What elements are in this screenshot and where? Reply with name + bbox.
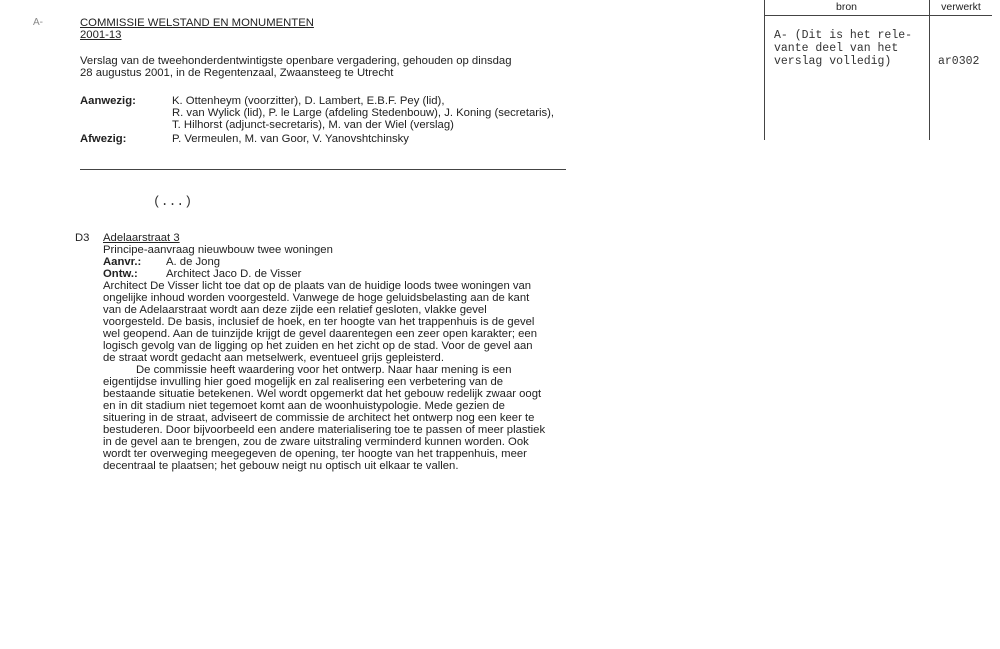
body-line: bestuderen. Door bijvoorbeeld een andere materialisering toe te passen of meer plastiek: [103, 424, 546, 436]
body-line: bestaande situatie betekenen. Wel wordt opgemerkt dat het gebouw redelijk zwaar oogt: [103, 388, 542, 400]
present-line: K. Ottenheym (voorzitter), D. Lambert, E.B.F. Pey (lid),: [172, 95, 445, 107]
designer: Architect Jaco D. de Visser: [166, 268, 302, 280]
ellipsis: (...): [153, 194, 193, 209]
document-number: 2001-13: [80, 29, 122, 41]
document-title: COMMISSIE WELSTAND EN MONUMENTEN: [80, 17, 314, 29]
margin-mark: A-: [33, 17, 43, 28]
designer-label: Ontw.:: [103, 268, 138, 280]
present-line: R. van Wylick (lid), P. le Large (afdeling Stedenbouw), J. Koning (secretaris),: [172, 107, 555, 119]
body-line: ongelijke inhoud worden voorgesteld. Vanwege de hoge geluidsbelasting aan de kant: [103, 292, 530, 304]
body-line: Architect De Visser licht toe dat op de plaats van de huidige loods twee woningen van: [103, 280, 532, 292]
intro-line: 28 augustus 2001, in de Regentenzaal, Zwaansteeg te Utrecht: [80, 67, 394, 79]
body-line: wordt ter overweging meegegeven de opening, ter hoogte van het trappenhuis, meer: [103, 448, 527, 460]
item-address: Adelaarstraat 3: [103, 232, 180, 244]
applicant: A. de Jong: [166, 256, 221, 268]
body-line: logisch gevolg van de ligging op het zuiden en het zicht op de stad. Voor de gevel aan: [103, 340, 533, 352]
present-label: Aanwezig:: [80, 95, 136, 107]
table-header-rule: [764, 15, 992, 16]
present-line: T. Hilhorst (adjunct-secretaris), M. van der Wiel (verslag): [172, 119, 454, 131]
body-line: voorgesteld. De basis, inclusief de hoek, en ter hoogte van het trappenhuis is de gevel: [103, 316, 535, 328]
item-code: D3: [75, 232, 90, 244]
body-line: van de Adelaarstraat wordt aan deze zijde een relatief gesloten, vlakke gevel: [103, 304, 487, 316]
body-line: in de gevel aan te brengen, zou de zware uitstraling verminderd kunnen worden. Ook: [103, 436, 529, 448]
body-line: wel geopend. Aan de tuinzijde krijgt de gevel daarentegen een zeer open karakter; een: [103, 328, 537, 340]
table-border: [929, 0, 930, 140]
body-line: De commissie heeft waardering voor het ontwerp. Naar haar mening is een: [136, 364, 512, 376]
separator-rule: [80, 169, 566, 170]
column-header-processed: verwerkt: [941, 1, 981, 13]
source-line: verslag volledig): [774, 55, 892, 68]
item-subject: Principe-aanvraag nieuwbouw twee woningen: [103, 244, 333, 256]
body-line: en in dit stadium niet tegemoet komt aan de woonhuistypologie. Mede gezien de: [103, 400, 505, 412]
absent-list: P. Vermeulen, M. van Goor, V. Yanovshtchinsky: [172, 133, 409, 145]
absent-label: Afwezig:: [80, 133, 127, 145]
source-line: vante deel van het: [774, 42, 899, 55]
applicant-label: Aanvr.:: [103, 256, 142, 268]
intro-line: Verslag van de tweehonderdentwintigste openbare vergadering, gehouden op dinsdag: [80, 55, 512, 67]
body-line: eigentijdse invulling hier goed mogelijk en zal realisering een verbetering van de: [103, 376, 504, 388]
table-border: [764, 0, 765, 140]
source-line: A- (Dit is het rele-: [774, 29, 913, 42]
body-line: de straat wordt gedacht aan metselwerk, eventueel grijs gepleisterd.: [103, 352, 444, 364]
body-line: decentraal te plaatsen; het gebouw neigt nu optisch uit elkaar te vallen.: [103, 460, 459, 472]
body-line: situering in de straat, adviseert de commissie de architect het ontwerp nog een keer te: [103, 412, 535, 424]
column-header-source: bron: [835, 1, 857, 13]
processed-code: ar0302: [938, 55, 980, 68]
